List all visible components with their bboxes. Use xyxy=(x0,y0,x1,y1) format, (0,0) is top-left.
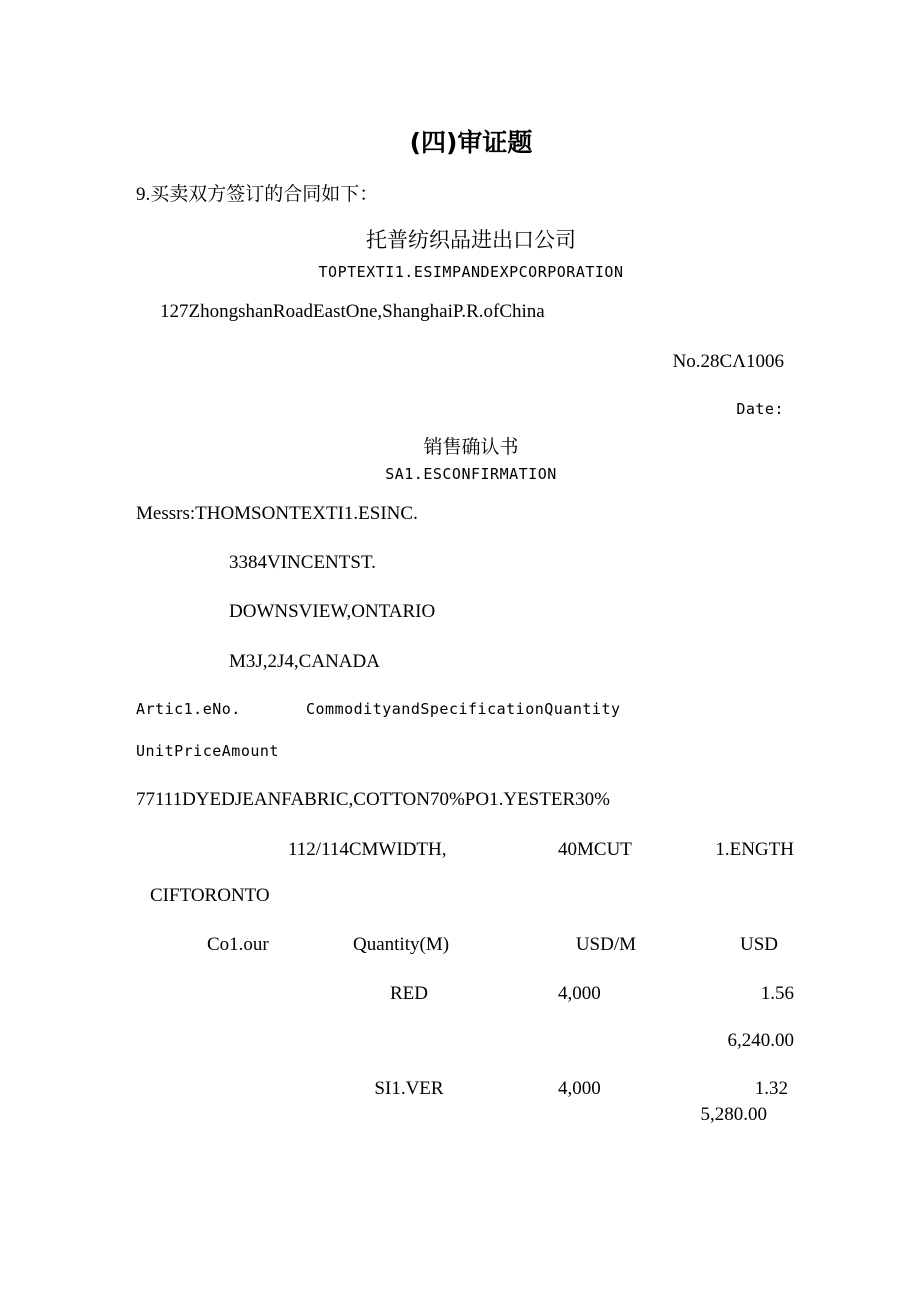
item-terms: CIFTORONTO xyxy=(150,885,270,906)
buyer-address-line: DOWNSVIEW,ONTARIO xyxy=(229,601,436,622)
header-unit-price-amount: UnitPriceAmount xyxy=(136,742,279,760)
doc-title-en: SA1.ESCONFIRMATION xyxy=(385,465,557,483)
row-quantity: 4,000 xyxy=(558,1078,601,1099)
seller-name-cn: 托普纺织品进出口公司 xyxy=(366,228,576,252)
sub-header-amount: USD xyxy=(739,934,778,955)
contract-number: No.28CΛ1006 xyxy=(672,351,784,372)
item-description: 77111DYEDJEANFABRIC,COTTON70%PO1.YESTER30% xyxy=(136,789,610,810)
doc-title-cn: 销售确认书 xyxy=(423,437,519,458)
row-unit-price: 1.32 xyxy=(754,1078,788,1099)
item-cut: 40MCUT xyxy=(558,839,632,860)
row-colour: RED xyxy=(390,983,428,1004)
header-commodity-quantity: CommodityandSpecificationQuantity xyxy=(306,700,621,718)
buyer-address-line: 3384VINCENTST. xyxy=(229,552,376,573)
item-width: 112/114CMWIDTH, xyxy=(288,839,447,860)
seller-name-en: TOPTEXTI1.ESIMPANDEXPCORPORATION xyxy=(318,263,624,281)
row-unit-price: 1.56 xyxy=(760,983,794,1004)
sub-header-quantity: Quantity(M) xyxy=(353,934,450,955)
header-article-no: Artic1.eNo. xyxy=(136,700,241,718)
sub-header-colour: Co1.our xyxy=(207,934,269,955)
sub-header-unit-price: USD/M xyxy=(575,934,636,955)
row-amount: 5,280.00 xyxy=(700,1104,767,1125)
seller-address: 127ZhongshanRoadEastOne,ShanghaiP.R.ofChina xyxy=(160,301,545,322)
row-colour: SI1.VER xyxy=(374,1078,444,1099)
buyer-messrs-line: Messrs:THOMSONTEXTI1.ESINC. xyxy=(136,503,418,524)
item-length: 1.ENGTH xyxy=(715,839,794,860)
section-title: (四)审证题 xyxy=(409,128,533,157)
question-text: 9.买卖双方签订的合同如下： xyxy=(136,184,379,205)
row-quantity: 4,000 xyxy=(558,983,601,1004)
contract-date-label: Date: xyxy=(736,400,784,418)
buyer-address-line: M3J,2J4,CANADA xyxy=(229,651,380,672)
row-amount: 6,240.00 xyxy=(727,1030,794,1051)
